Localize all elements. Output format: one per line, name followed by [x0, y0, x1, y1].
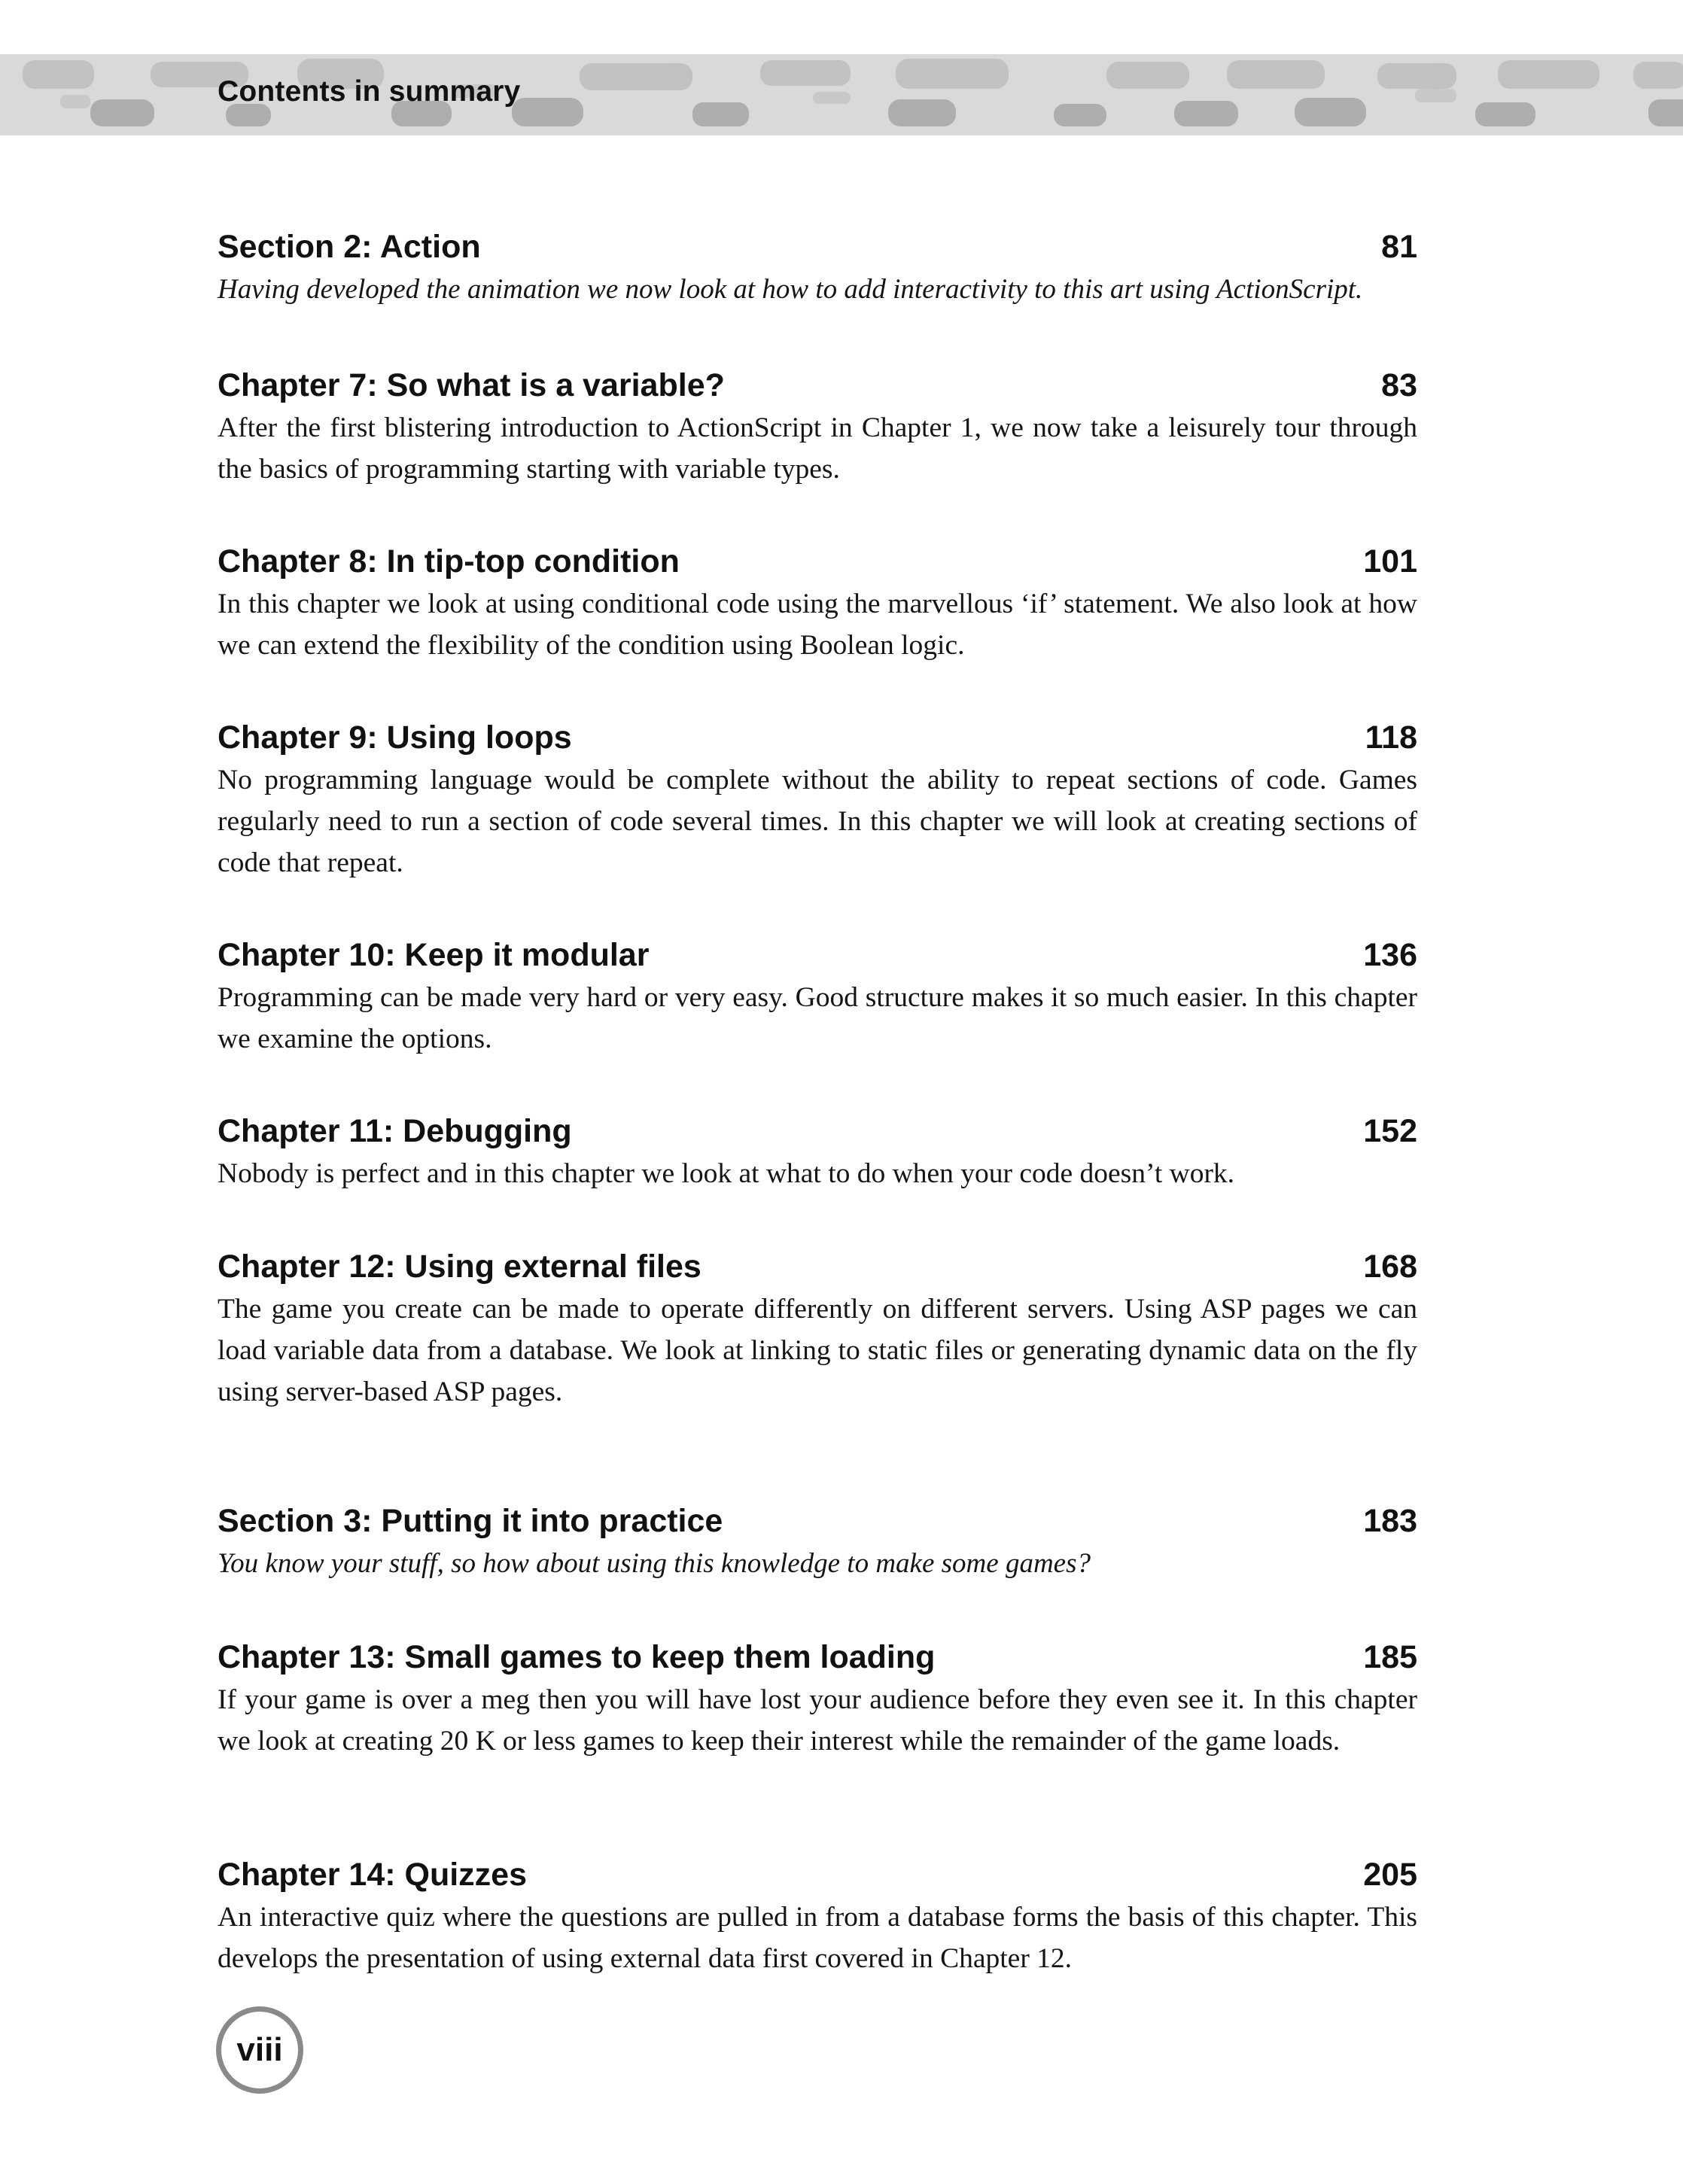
entry-heading — [218, 1246, 1417, 1288]
entry-heading — [218, 934, 1417, 976]
entry-heading — [218, 364, 1417, 406]
entry-title: Chapter 12: Using external files — [218, 1249, 702, 1285]
entry-page-number: 136 — [1363, 937, 1417, 973]
entry-title: Chapter 9: Using loops — [218, 719, 572, 756]
entry-page-number: 185 — [1363, 1639, 1417, 1675]
entry-description: An interactive quiz where the questions are pulled in from a database forms the basis of this chapter. This develops the presentation of using external data first covered in Chapter 12. — [218, 1902, 1417, 1974]
page-number-badge — [216, 2006, 303, 2094]
toc-entry-chapter-11 — [218, 1110, 1417, 1194]
toc-entry-chapter-10 — [218, 934, 1417, 1060]
toc-entry-chapter-7 — [218, 364, 1417, 490]
entry-description: Nobody is perfect and in this chapter we look at what to do when your code doesn’t work. — [218, 1158, 1235, 1189]
running-header-title: Contents in summary — [218, 75, 521, 108]
entry-page-number: 118 — [1365, 719, 1417, 756]
entry-title: Chapter 14: Quizzes — [218, 1857, 527, 1893]
entry-heading — [218, 1636, 1417, 1678]
toc-entry-chapter-9 — [218, 716, 1417, 884]
toc-entry-chapter-8 — [218, 540, 1417, 666]
entry-heading — [218, 716, 1417, 759]
entry-description: The game you create can be made to operate differently on different servers. Using ASP pages we can load variable data from a database. We look at linking to static files or generating dynamic data on the fly using server-based ASP pages. — [218, 1294, 1417, 1407]
entry-heading — [218, 226, 1417, 268]
entry-title: Chapter 13: Small games to keep them loading — [218, 1639, 936, 1675]
entry-title: Section 2: Action — [218, 229, 481, 265]
entry-description: Having developed the animation we now look at how to add interactivity to this art using ActionScript. — [218, 274, 1363, 305]
toc-entry-chapter-13 — [218, 1636, 1417, 1762]
entry-title: Section 3: Putting it into practice — [218, 1503, 723, 1539]
entry-heading — [218, 540, 1417, 583]
toc-entry-chapter-12 — [218, 1246, 1417, 1413]
toc-entry-section-3 — [218, 1500, 1417, 1584]
toc-entry-chapter-14 — [218, 1854, 1417, 1979]
entry-page-number: 83 — [1381, 367, 1417, 403]
entry-page-number: 168 — [1363, 1249, 1417, 1285]
entry-description: If your game is over a meg then you will have lost your audience before they even see it. In this chapter we look at creating 20 K or less games to keep their interest while the remainder of the game loads. — [218, 1684, 1417, 1757]
entry-heading — [218, 1854, 1417, 1896]
entry-title: Chapter 7: So what is a variable? — [218, 367, 725, 403]
page-number: viii — [236, 2031, 283, 2068]
entry-page-number: 81 — [1381, 229, 1417, 265]
entry-title: Chapter 11: Debugging — [218, 1113, 572, 1149]
entry-description: Programming can be made very hard or very easy. Good structure makes it so much easier. In this chapter we examine the options. — [218, 982, 1417, 1054]
entry-page-number: 205 — [1363, 1857, 1417, 1893]
toc-entry-section-2 — [218, 226, 1417, 310]
entry-description: In this chapter we look at using conditional code using the marvellous ‘if’ statement. We also look at how we can extend the flexibility of the condition using Boolean logic. — [218, 589, 1417, 661]
entry-description: No programming language would be complete without the ability to repeat sections of code. Games regularly need to run a section of code several times. In this chapter we will look at creating sections of code that repeat. — [218, 765, 1417, 878]
entry-title: Chapter 10: Keep it modular — [218, 937, 650, 973]
entry-description: After the first blistering introduction to ActionScript in Chapter 1, we now take a leisurely tour through the basics of programming starting with variable types. — [218, 412, 1417, 485]
entry-page-number: 101 — [1363, 543, 1417, 579]
entry-title: Chapter 8: In tip-top condition — [218, 543, 680, 579]
entry-page-number: 183 — [1363, 1503, 1417, 1539]
entry-heading — [218, 1500, 1417, 1542]
entry-description: You know your stuff, so how about using this knowledge to make some games? — [218, 1548, 1091, 1579]
entry-page-number: 152 — [1363, 1113, 1417, 1149]
entry-heading — [218, 1110, 1417, 1152]
